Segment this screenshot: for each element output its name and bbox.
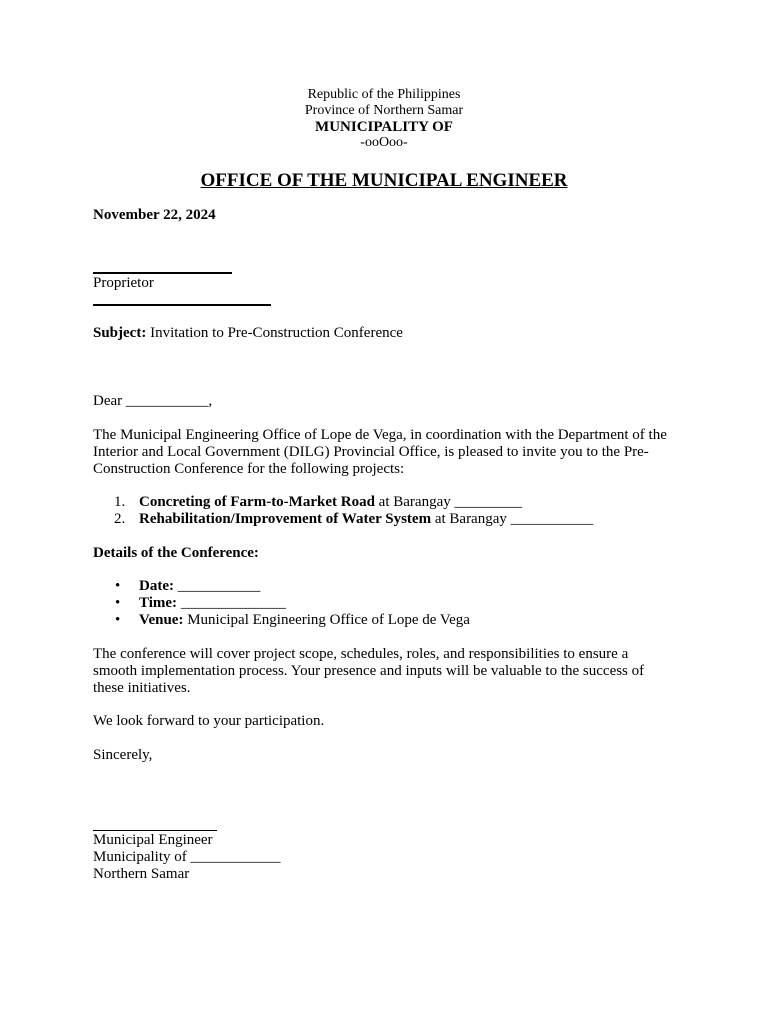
recipient-title: Proprietor (93, 275, 154, 291)
sign-off: Sincerely, (93, 747, 153, 763)
subject-text: Invitation to Pre-Construction Conference (146, 325, 403, 341)
projects-list (93, 494, 593, 528)
list-number: 1. (114, 494, 126, 510)
republic-line: Republic of the Philippines (307, 87, 461, 102)
project-location: at Barangay _________ (374, 494, 522, 510)
separator-ornament: -ooOoo- (360, 135, 408, 150)
salutation: Dear ___________, (93, 393, 213, 409)
details-heading: Details of the Conference: (93, 545, 259, 561)
letterhead (0, 87, 768, 151)
signatory-municipality: Municipality of ____________ (93, 849, 281, 865)
list-number: 2. (114, 511, 126, 527)
detail-label: Date: (139, 578, 174, 594)
list-item (93, 595, 470, 612)
detail-label: Time: (139, 595, 178, 611)
list-item (93, 511, 593, 528)
signature-line (93, 830, 217, 831)
list-item (93, 494, 593, 511)
project-name: Rehabilitation/Improvement of Water System (139, 511, 432, 527)
signature-block (93, 832, 281, 883)
office-title: OFFICE OF THE MUNICIPAL ENGINEER (200, 170, 568, 191)
list-item (93, 578, 470, 595)
intro-paragraph: The Municipal Engineering Office of Lope de Vega, in coordination with the Department of the Interior and Local Government (DILG) Provincial Office, is pleased to invite you to the Pre-Construction Conference for the following projects: (93, 427, 667, 477)
signatory-title: Municipal Engineer (93, 832, 213, 848)
subject-label: Subject: (93, 325, 147, 341)
detail-label: Venue: (139, 612, 184, 628)
province-line: Province of Northern Samar (304, 103, 464, 118)
detail-value: Municipal Engineering Office of Lope de Vega (183, 612, 470, 628)
project-name: Concreting of Farm-to-Market Road (139, 494, 375, 510)
bullet-icon: • (115, 612, 121, 628)
project-location: at Barangay ___________ (431, 511, 594, 527)
detail-value: ___________ (173, 578, 261, 594)
bullet-icon: • (115, 595, 121, 611)
signatory-province: Northern Samar (93, 866, 190, 882)
subject-line (93, 325, 403, 342)
recipient-address-blank (93, 304, 271, 306)
bullet-icon: • (115, 578, 121, 594)
detail-value: ______________ (177, 595, 286, 611)
list-item (93, 612, 470, 629)
body-paragraph: The conference will cover project scope, schedules, roles, and responsibilities to ensure a smooth implementation process. Your presence and inputs will be valuable to the success of these initiatives. (93, 646, 645, 696)
details-list (93, 578, 470, 629)
recipient-name-blank (93, 272, 232, 274)
closing-line: We look forward to your participation. (93, 713, 325, 729)
municipality-line: MUNICIPALITY OF (315, 119, 453, 135)
letter-date: November 22, 2024 (93, 207, 216, 223)
